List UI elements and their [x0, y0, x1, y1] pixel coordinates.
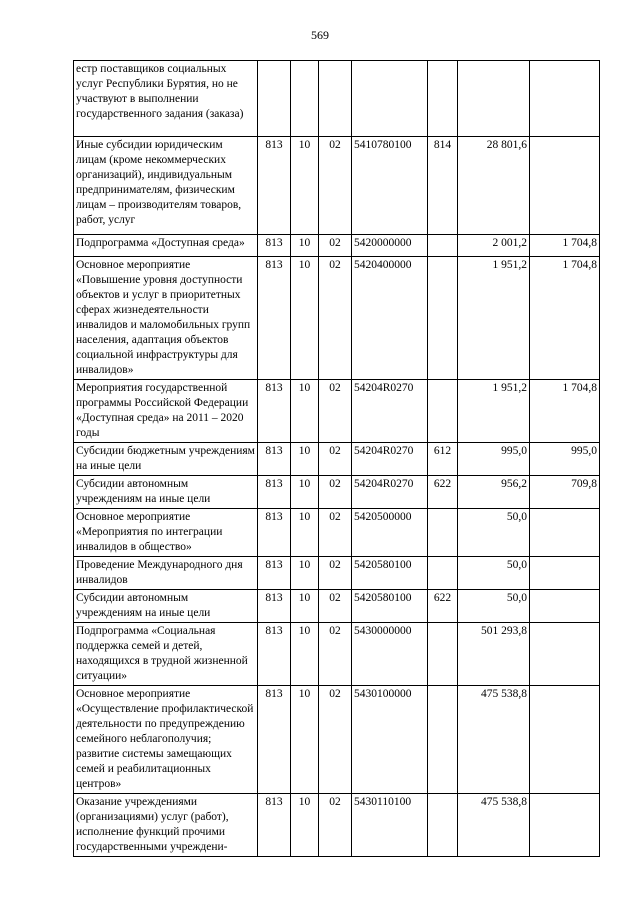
- cell-section-code: 10: [291, 623, 319, 686]
- cell-target-article: 5420580100: [352, 557, 428, 590]
- cell-amount-1: 50,0: [458, 590, 530, 623]
- cell-section-code: 10: [291, 794, 319, 857]
- cell-expense-type: [428, 257, 458, 380]
- cell-name: естр поставщиков социальных услуг Республики Бурятия, но не участвуют в выполнении государственного задания (заказа): [74, 61, 258, 137]
- cell-ministry-code: 813: [258, 235, 291, 257]
- cell-amount-1: 50,0: [458, 557, 530, 590]
- cell-target-article: 5430100000: [352, 686, 428, 794]
- cell-subsection-code: 02: [319, 380, 352, 443]
- cell-ministry-code: 813: [258, 686, 291, 794]
- cell-name: Проведение Международного дня инвалидов: [74, 557, 258, 590]
- cell-amount-2: 1 704,8: [530, 380, 600, 443]
- cell-expense-type: 622: [428, 590, 458, 623]
- cell-ministry-code: [258, 61, 291, 137]
- cell-amount-1: 50,0: [458, 509, 530, 557]
- cell-target-article: 5420500000: [352, 509, 428, 557]
- cell-name: Основное мероприятие «Осуществление профилактической деятельности по предупреждению семейного неблагополучия; развитие системы замещающих семей и реабилитационных центров»: [74, 686, 258, 794]
- cell-section-code: 10: [291, 686, 319, 794]
- cell-name: Основное мероприятие «Мероприятия по интеграции инвалидов в общество»: [74, 509, 258, 557]
- cell-ministry-code: 813: [258, 257, 291, 380]
- cell-target-article: 5420580100: [352, 590, 428, 623]
- cell-target-article: 54204R0270: [352, 476, 428, 509]
- page-number: 569: [311, 28, 329, 42]
- cell-amount-2: 1 704,8: [530, 235, 600, 257]
- cell-amount-2: 995,0: [530, 443, 600, 476]
- table-row: [74, 137, 600, 235]
- cell-target-article: 54204R0270: [352, 380, 428, 443]
- cell-subsection-code: 02: [319, 443, 352, 476]
- cell-section-code: 10: [291, 590, 319, 623]
- cell-amount-1: 956,2: [458, 476, 530, 509]
- cell-amount-1: 501 293,8: [458, 623, 530, 686]
- cell-expense-type: [428, 509, 458, 557]
- table-row: [74, 590, 600, 623]
- cell-name: Подпрограмма «Социальная поддержка семей и детей, находящихся в трудной жизненной ситуации»: [74, 623, 258, 686]
- cell-expense-type: [428, 235, 458, 257]
- cell-ministry-code: 813: [258, 509, 291, 557]
- cell-name: Субсидии бюджетным учреждениям на иные цели: [74, 443, 258, 476]
- cell-amount-2: [530, 794, 600, 857]
- cell-amount-2: [530, 557, 600, 590]
- cell-amount-1: 28 801,6: [458, 137, 530, 235]
- cell-subsection-code: 02: [319, 137, 352, 235]
- cell-amount-1: 1 951,2: [458, 257, 530, 380]
- cell-name: Субсидии автономным учреждениям на иные цели: [74, 476, 258, 509]
- cell-amount-1: 1 951,2: [458, 380, 530, 443]
- cell-name: Подпрограмма «Доступная среда»: [74, 235, 258, 257]
- cell-amount-2: 1 704,8: [530, 257, 600, 380]
- cell-target-article: [352, 61, 428, 137]
- cell-amount-1: 475 538,8: [458, 794, 530, 857]
- cell-expense-type: 814: [428, 137, 458, 235]
- cell-expense-type: [428, 61, 458, 137]
- cell-expense-type: [428, 794, 458, 857]
- cell-target-article: 5410780100: [352, 137, 428, 235]
- cell-subsection-code: 02: [319, 557, 352, 590]
- cell-section-code: 10: [291, 443, 319, 476]
- cell-expense-type: 612: [428, 443, 458, 476]
- cell-amount-1: 2 001,2: [458, 235, 530, 257]
- cell-amount-2: [530, 590, 600, 623]
- cell-amount-2: 709,8: [530, 476, 600, 509]
- cell-expense-type: [428, 557, 458, 590]
- table-row: [74, 509, 600, 557]
- cell-subsection-code: 02: [319, 476, 352, 509]
- cell-amount-2: [530, 137, 600, 235]
- cell-section-code: 10: [291, 509, 319, 557]
- cell-ministry-code: 813: [258, 557, 291, 590]
- cell-amount-1: 475 538,8: [458, 686, 530, 794]
- cell-ministry-code: 813: [258, 794, 291, 857]
- cell-amount-1: 995,0: [458, 443, 530, 476]
- cell-amount-2: [530, 509, 600, 557]
- cell-amount-2: [530, 686, 600, 794]
- cell-target-article: 5430000000: [352, 623, 428, 686]
- cell-subsection-code: 02: [319, 590, 352, 623]
- cell-ministry-code: 813: [258, 443, 291, 476]
- cell-target-article: 54204R0270: [352, 443, 428, 476]
- cell-subsection-code: 02: [319, 235, 352, 257]
- cell-subsection-code: 02: [319, 794, 352, 857]
- table-row: [74, 235, 600, 257]
- cell-ministry-code: 813: [258, 476, 291, 509]
- cell-expense-type: [428, 686, 458, 794]
- cell-section-code: 10: [291, 235, 319, 257]
- table-row: [74, 380, 600, 443]
- cell-name: Субсидии автономным учреждениям на иные цели: [74, 590, 258, 623]
- cell-subsection-code: 02: [319, 509, 352, 557]
- cell-section-code: 10: [291, 557, 319, 590]
- cell-target-article: 5430110100: [352, 794, 428, 857]
- cell-subsection-code: 02: [319, 686, 352, 794]
- cell-amount-1: [458, 61, 530, 137]
- cell-name: Иные субсидии юридическим лицам (кроме некоммерческих организаций), индивидуальным предпринимателям, физическим лицам – производителям товаров, работ, услуг: [74, 137, 258, 235]
- cell-section-code: 10: [291, 257, 319, 380]
- cell-ministry-code: 813: [258, 380, 291, 443]
- table-row: [74, 557, 600, 590]
- table-row: [74, 623, 600, 686]
- table-row: [74, 61, 600, 137]
- cell-expense-type: [428, 623, 458, 686]
- cell-ministry-code: 813: [258, 137, 291, 235]
- cell-name: Мероприятия государственной программы Российской Федерации «Доступная среда» на 2011 – 2020 годы: [74, 380, 258, 443]
- table-row: [74, 257, 600, 380]
- cell-subsection-code: [319, 61, 352, 137]
- cell-section-code: 10: [291, 380, 319, 443]
- cell-subsection-code: 02: [319, 623, 352, 686]
- cell-expense-type: 622: [428, 476, 458, 509]
- cell-ministry-code: 813: [258, 590, 291, 623]
- cell-section-code: 10: [291, 476, 319, 509]
- cell-amount-2: [530, 61, 600, 137]
- cell-subsection-code: 02: [319, 257, 352, 380]
- cell-expense-type: [428, 380, 458, 443]
- budget-table: [73, 60, 600, 857]
- table-row: [74, 443, 600, 476]
- table-row: [74, 686, 600, 794]
- cell-amount-2: [530, 623, 600, 686]
- cell-ministry-code: 813: [258, 623, 291, 686]
- cell-target-article: 5420000000: [352, 235, 428, 257]
- cell-section-code: [291, 61, 319, 137]
- cell-section-code: 10: [291, 137, 319, 235]
- table-row: [74, 476, 600, 509]
- table-row: [74, 794, 600, 857]
- cell-target-article: 5420400000: [352, 257, 428, 380]
- cell-name: Оказание учреждениями (организациями) услуг (работ), исполнение функций прочими государственными учреждени-: [74, 794, 258, 857]
- cell-name: Основное мероприятие «Повышение уровня доступности объектов и услуг в приоритетных сферах жизнедеятельности инвалидов и маломобильных групп населения, адаптация объектов социальной инфраструктуры для инвалидов»: [74, 257, 258, 380]
